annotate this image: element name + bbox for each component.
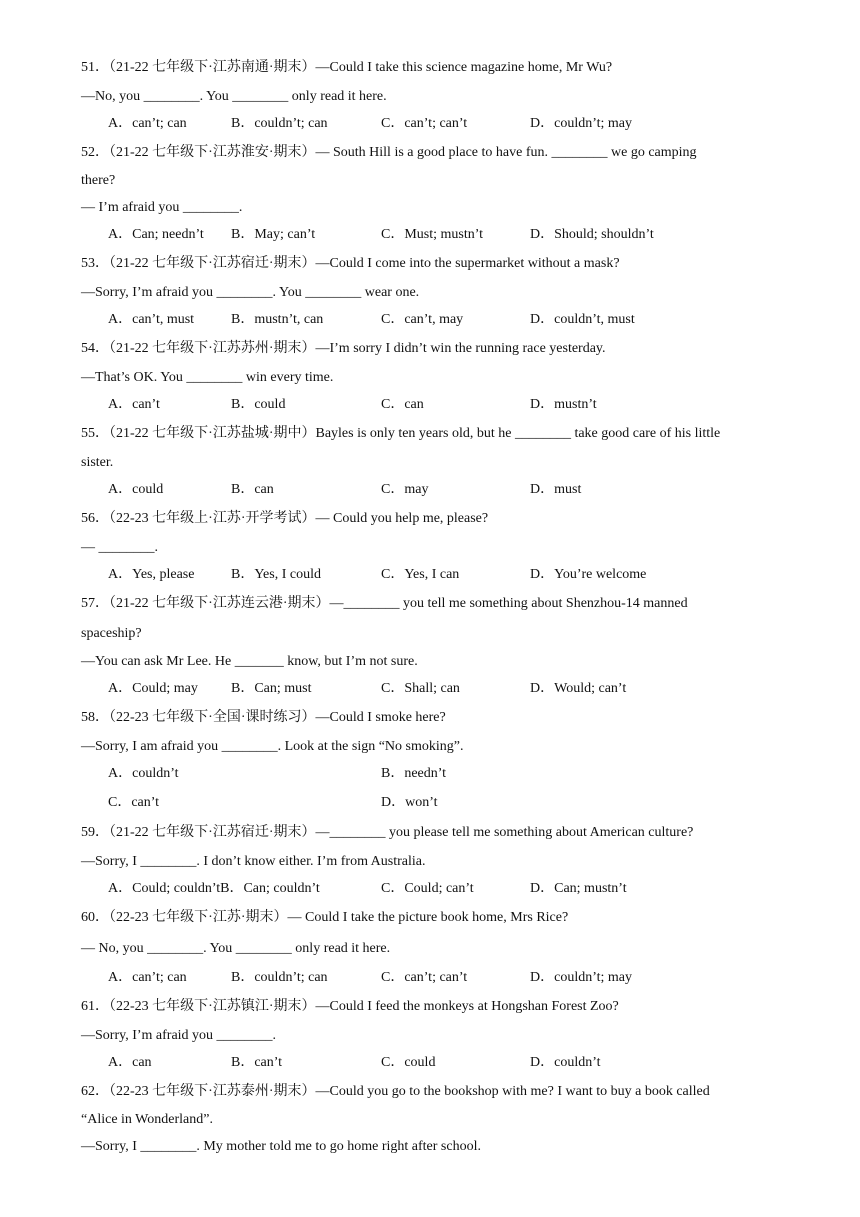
- question-58-option-a[interactable]: A．couldn’t: [108, 766, 179, 781]
- question-52-option-c[interactable]: C．Must; mustn’t: [381, 227, 484, 242]
- question-53-option-d[interactable]: D．couldn’t, must: [530, 312, 635, 327]
- question-53-option-b[interactable]: B．mustn’t, can: [231, 312, 324, 327]
- question-55-option-d[interactable]: D．must: [530, 482, 582, 497]
- question-61-option-d[interactable]: D．couldn’t: [530, 1055, 601, 1070]
- question-51-option-a[interactable]: A．can’t; can: [108, 116, 187, 131]
- question-58-option-b[interactable]: B．needn’t: [381, 766, 447, 781]
- question-61-dialogue: —Sorry, I’m afraid you ________.: [81, 1028, 277, 1043]
- question-56-option-d[interactable]: D．You’re welcome: [530, 567, 647, 582]
- question-53-dialogue: —Sorry, I’m afraid you ________. You ________ wear one.: [81, 285, 420, 300]
- question-61-option-a[interactable]: A．can: [108, 1055, 152, 1070]
- question-54-stem: 54．（21-22 七年级下·江苏苏州·期末）—I’m sorry I didn’t win the running race yesterday.: [81, 341, 606, 356]
- question-58-option-d[interactable]: D．won’t: [381, 795, 438, 810]
- question-53-option-c[interactable]: C．can’t, may: [381, 312, 464, 327]
- question-53-option-a[interactable]: A．can’t, must: [108, 312, 195, 327]
- question-56-option-a[interactable]: A．Yes, please: [108, 567, 195, 582]
- question-58-option-c[interactable]: C．can’t: [108, 795, 160, 810]
- question-60-stem: 60．（22-23 七年级下·江苏·期末）— Could I take the picture book home, Mrs Rice?: [81, 910, 569, 925]
- question-52-stem: 52．（21-22 七年级下·江苏淮安·期末）— South Hill is a good place to have fun. ________ we go camping: [81, 145, 697, 160]
- question-59-dialogue: —Sorry, I ________. I don’t know either. I’m from Australia.: [81, 854, 426, 869]
- question-58-stem: 58．（22-23 七年级下·全国·课时练习）—Could I smoke here?: [81, 710, 446, 725]
- question-60-option-c[interactable]: C．can’t; can’t: [381, 970, 468, 985]
- question-57-option-c[interactable]: C．Shall; can: [381, 681, 460, 696]
- question-62-stem: 62．（22-23 七年级下·江苏泰州·期末）—Could you go to the bookshop with me? I want to buy a book called: [81, 1084, 710, 1099]
- question-55-option-a[interactable]: A．could: [108, 482, 164, 497]
- question-51-option-b[interactable]: B．couldn’t; can: [231, 116, 328, 131]
- question-51-option-d[interactable]: D．couldn’t; may: [530, 116, 633, 131]
- question-57-option-b[interactable]: B．Can; must: [231, 681, 312, 696]
- question-60-option-d[interactable]: D．couldn’t; may: [530, 970, 633, 985]
- question-52-option-b[interactable]: B．May; can’t: [231, 227, 316, 242]
- question-59-stem: 59．（21-22 七年级下·江苏宿迁·期末）—________ you please tell me something about American culture?: [81, 825, 694, 840]
- question-54-dialogue: —That’s OK. You ________ win every time.: [81, 370, 334, 385]
- question-52-option-a[interactable]: A．Can; needn’t: [108, 227, 204, 242]
- question-56-dialogue: — ________.: [81, 540, 158, 555]
- question-54-option-a[interactable]: A．can’t: [108, 397, 160, 412]
- question-60-dialogue: — No, you ________. You ________ only read it here.: [81, 941, 391, 956]
- question-57-stem-cont: spaceship?: [81, 626, 142, 641]
- question-54-option-c[interactable]: C．can: [381, 397, 424, 412]
- question-54-option-b[interactable]: B．could: [231, 397, 286, 412]
- question-62-stem-cont: “Alice in Wonderland”.: [81, 1112, 213, 1127]
- question-62-dialogue: —Sorry, I ________. My mother told me to go home right after school.: [81, 1139, 481, 1154]
- question-57-option-d[interactable]: D．Would; can’t: [530, 681, 627, 696]
- question-51-stem: 51．（21-22 七年级下·江苏南通·期末）—Could I take this science magazine home, Mr Wu?: [81, 60, 613, 75]
- question-60-option-b[interactable]: B．couldn’t; can: [231, 970, 328, 985]
- question-59-option-c[interactable]: C．Could; can’t: [381, 881, 474, 896]
- question-56-option-c[interactable]: C．Yes, I can: [381, 567, 460, 582]
- question-51-option-c[interactable]: C．can’t; can’t: [381, 116, 468, 131]
- question-52-option-d[interactable]: D．Should; shouldn’t: [530, 227, 654, 242]
- question-57-stem: 57．（21-22 七年级下·江苏连云港·期末）—________ you tell me something about Shenzhou-14 manned: [81, 596, 688, 611]
- question-54-option-d[interactable]: D．mustn’t: [530, 397, 597, 412]
- question-61-option-c[interactable]: C．could: [381, 1055, 436, 1070]
- question-60-option-a[interactable]: A．can’t; can: [108, 970, 187, 985]
- question-53-stem: 53．（21-22 七年级下·江苏宿迁·期末）—Could I come into the supermarket without a mask?: [81, 256, 620, 271]
- question-56-option-b[interactable]: B．Yes, I could: [231, 567, 321, 582]
- question-55-option-c[interactable]: C．may: [381, 482, 429, 497]
- question-56-stem: 56．（22-23 七年级上·江苏·开学考试）— Could you help me, please?: [81, 511, 489, 526]
- question-59-option-d[interactable]: D．Can; mustn’t: [530, 881, 627, 896]
- question-55-stem-cont: sister.: [81, 455, 114, 470]
- question-55-option-b[interactable]: B．can: [231, 482, 274, 497]
- question-59-option-ab[interactable]: A．Could; couldn’tB．Can; couldn’t: [108, 881, 320, 896]
- question-57-option-a[interactable]: A．Could; may: [108, 681, 198, 696]
- question-55-stem: 55．（21-22 七年级下·江苏盐城·期中）Bayles is only ten years old, but he ________ take good care of his little: [81, 426, 721, 441]
- question-58-dialogue: —Sorry, I am afraid you ________. Look at the sign “No smoking”.: [81, 739, 464, 754]
- question-57-dialogue: —You can ask Mr Lee. He _______ know, but I’m not sure.: [81, 654, 418, 669]
- question-61-stem: 61．（22-23 七年级下·江苏镇江·期末）—Could I feed the monkeys at Hongshan Forest Zoo?: [81, 999, 619, 1014]
- question-51-dialogue: —No, you ________. You ________ only read it here.: [81, 89, 387, 104]
- question-52-stem-cont: there?: [81, 173, 116, 188]
- question-52-dialogue: — I’m afraid you ________.: [81, 200, 243, 215]
- question-61-option-b[interactable]: B．can’t: [231, 1055, 283, 1070]
